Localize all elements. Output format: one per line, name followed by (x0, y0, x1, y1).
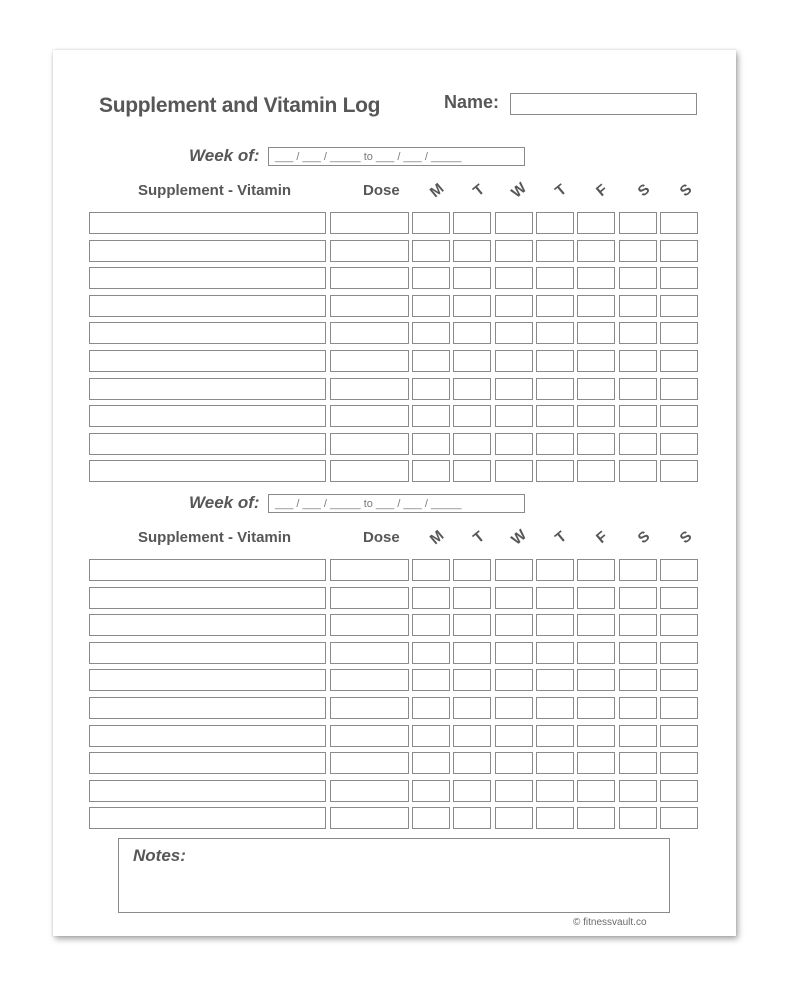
day-check-cell[interactable] (412, 697, 450, 719)
day-check-cell[interactable] (536, 780, 574, 802)
week-of-label: Week of: (189, 146, 260, 165)
day-check-cell[interactable] (412, 433, 450, 455)
day-check-cell[interactable] (577, 780, 615, 802)
supplement-cell[interactable] (89, 780, 326, 802)
dose-cell[interactable] (330, 807, 409, 829)
dose-cell[interactable] (330, 295, 409, 317)
day-check-cell[interactable] (619, 240, 657, 262)
notes-box[interactable] (118, 838, 670, 913)
supplement-cell[interactable] (89, 559, 326, 581)
day-header-1: M (426, 526, 448, 549)
day-check-cell[interactable] (495, 405, 533, 427)
day-check-cell[interactable] (453, 725, 491, 747)
day-check-cell[interactable] (577, 752, 615, 774)
day-check-cell[interactable] (660, 669, 698, 691)
day-check-cell[interactable] (536, 295, 574, 317)
day-check-cell[interactable] (536, 559, 574, 581)
day-check-cell[interactable] (660, 378, 698, 400)
day-check-cell[interactable] (619, 669, 657, 691)
day-check-cell[interactable] (495, 559, 533, 581)
day-check-cell[interactable] (536, 378, 574, 400)
day-check-cell[interactable] (453, 614, 491, 636)
notes-label: Notes: (133, 846, 186, 865)
dose-cell[interactable] (330, 697, 409, 719)
day-check-cell[interactable] (536, 587, 574, 609)
day-check-cell[interactable] (412, 559, 450, 581)
dose-cell[interactable] (330, 669, 409, 691)
week-of-field[interactable]: ___ / ___ / _____ to ___ / ___ / _____ (268, 147, 525, 166)
supplement-column-header: Supplement - Vitamin (138, 182, 292, 199)
day-check-cell[interactable] (453, 267, 491, 289)
supplement-cell[interactable] (89, 725, 326, 747)
day-check-cell[interactable] (412, 212, 450, 234)
day-check-cell[interactable] (412, 587, 450, 609)
supplement-cell[interactable] (89, 433, 326, 455)
day-check-cell[interactable] (453, 559, 491, 581)
day-check-cell[interactable] (536, 614, 574, 636)
day-check-cell[interactable] (495, 240, 533, 262)
day-header-7: S (676, 527, 696, 548)
day-check-cell[interactable] (412, 378, 450, 400)
dose-cell[interactable] (330, 642, 409, 664)
day-check-cell[interactable] (495, 587, 533, 609)
day-check-cell[interactable] (412, 725, 450, 747)
day-check-cell[interactable] (453, 642, 491, 664)
copyright-text: © fitnessvault.co (573, 917, 647, 928)
day-check-cell[interactable] (577, 295, 615, 317)
day-check-cell[interactable] (495, 780, 533, 802)
day-check-cell[interactable] (619, 780, 657, 802)
day-check-cell[interactable] (660, 295, 698, 317)
day-check-cell[interactable] (536, 240, 574, 262)
day-header-4: T (552, 181, 570, 200)
day-check-cell[interactable] (412, 780, 450, 802)
day-check-cell[interactable] (577, 642, 615, 664)
day-check-cell[interactable] (577, 807, 615, 829)
day-check-cell[interactable] (412, 240, 450, 262)
day-check-cell[interactable] (412, 267, 450, 289)
day-check-cell[interactable] (453, 322, 491, 344)
day-check-cell[interactable] (619, 752, 657, 774)
week-of-label: Week of: (189, 493, 260, 512)
day-check-cell[interactable] (536, 642, 574, 664)
dose-cell[interactable] (330, 378, 409, 400)
supplement-cell[interactable] (89, 267, 326, 289)
day-check-cell[interactable] (577, 378, 615, 400)
day-check-cell[interactable] (660, 642, 698, 664)
day-check-cell[interactable] (495, 614, 533, 636)
page-title: Supplement and Vitamin Log (99, 94, 381, 117)
dose-column-header: Dose (363, 182, 400, 199)
day-check-cell[interactable] (660, 322, 698, 344)
day-check-cell[interactable] (453, 295, 491, 317)
day-check-cell[interactable] (495, 460, 533, 482)
day-check-cell[interactable] (619, 322, 657, 344)
day-check-cell[interactable] (536, 669, 574, 691)
dose-cell[interactable] (330, 350, 409, 372)
day-header-5: F (593, 528, 611, 547)
day-header-3: W (508, 526, 530, 549)
supplement-cell[interactable] (89, 378, 326, 400)
day-check-cell[interactable] (660, 614, 698, 636)
day-check-cell[interactable] (495, 322, 533, 344)
dose-cell[interactable] (330, 725, 409, 747)
dose-column-header: Dose (363, 529, 400, 546)
day-check-cell[interactable] (412, 322, 450, 344)
day-check-cell[interactable] (453, 405, 491, 427)
day-check-cell[interactable] (577, 587, 615, 609)
day-check-cell[interactable] (412, 460, 450, 482)
day-check-cell[interactable] (619, 697, 657, 719)
day-check-cell[interactable] (453, 752, 491, 774)
day-check-cell[interactable] (660, 559, 698, 581)
day-header-1: M (426, 179, 448, 202)
day-check-cell[interactable] (412, 295, 450, 317)
day-check-cell[interactable] (619, 378, 657, 400)
day-check-cell[interactable] (453, 460, 491, 482)
supplement-column-header: Supplement - Vitamin (138, 529, 292, 546)
day-header-2: T (470, 528, 488, 547)
day-check-cell[interactable] (577, 697, 615, 719)
day-check-cell[interactable] (453, 697, 491, 719)
supplement-cell[interactable] (89, 322, 326, 344)
day-check-cell[interactable] (660, 433, 698, 455)
day-check-cell[interactable] (577, 322, 615, 344)
day-check-cell[interactable] (536, 405, 574, 427)
name-field[interactable] (510, 93, 697, 115)
supplement-cell[interactable] (89, 405, 326, 427)
day-check-cell[interactable] (536, 697, 574, 719)
day-check-cell[interactable] (536, 807, 574, 829)
day-check-cell[interactable] (536, 322, 574, 344)
day-check-cell[interactable] (660, 350, 698, 372)
day-check-cell[interactable] (619, 807, 657, 829)
day-check-cell[interactable] (577, 460, 615, 482)
log-sheet (53, 50, 736, 936)
day-header-5: F (593, 181, 611, 200)
supplement-cell[interactable] (89, 212, 326, 234)
day-check-cell[interactable] (536, 460, 574, 482)
day-check-cell[interactable] (660, 697, 698, 719)
day-check-cell[interactable] (619, 559, 657, 581)
day-check-cell[interactable] (495, 267, 533, 289)
day-check-cell[interactable] (660, 587, 698, 609)
day-check-cell[interactable] (412, 669, 450, 691)
day-check-cell[interactable] (619, 725, 657, 747)
dose-cell[interactable] (330, 752, 409, 774)
day-check-cell[interactable] (412, 405, 450, 427)
dose-cell[interactable] (330, 240, 409, 262)
dose-cell[interactable] (330, 322, 409, 344)
day-check-cell[interactable] (660, 752, 698, 774)
supplement-cell[interactable] (89, 697, 326, 719)
day-check-cell[interactable] (453, 807, 491, 829)
day-check-cell[interactable] (453, 350, 491, 372)
supplement-cell[interactable] (89, 614, 326, 636)
day-check-cell[interactable] (495, 350, 533, 372)
day-check-cell[interactable] (495, 295, 533, 317)
day-check-cell[interactable] (495, 697, 533, 719)
day-check-cell[interactable] (453, 212, 491, 234)
day-check-cell[interactable] (453, 587, 491, 609)
day-check-cell[interactable] (577, 614, 615, 636)
day-check-cell[interactable] (619, 433, 657, 455)
supplement-cell[interactable] (89, 642, 326, 664)
day-check-cell[interactable] (660, 460, 698, 482)
day-check-cell[interactable] (660, 240, 698, 262)
day-check-cell[interactable] (495, 433, 533, 455)
day-check-cell[interactable] (577, 559, 615, 581)
day-check-cell[interactable] (619, 614, 657, 636)
day-header-3: W (508, 179, 530, 202)
dose-cell[interactable] (330, 587, 409, 609)
day-header-7: S (676, 180, 696, 201)
day-check-cell[interactable] (495, 669, 533, 691)
day-check-cell[interactable] (619, 405, 657, 427)
day-check-cell[interactable] (660, 807, 698, 829)
day-check-cell[interactable] (536, 267, 574, 289)
day-check-cell[interactable] (536, 350, 574, 372)
day-check-cell[interactable] (577, 240, 615, 262)
day-check-cell[interactable] (577, 725, 615, 747)
day-check-cell[interactable] (577, 405, 615, 427)
day-check-cell[interactable] (453, 780, 491, 802)
day-check-cell[interactable] (412, 614, 450, 636)
name-label: Name: (444, 92, 500, 112)
supplement-cell[interactable] (89, 350, 326, 372)
day-check-cell[interactable] (577, 267, 615, 289)
day-check-cell[interactable] (495, 642, 533, 664)
day-check-cell[interactable] (660, 212, 698, 234)
day-check-cell[interactable] (495, 725, 533, 747)
day-check-cell[interactable] (536, 433, 574, 455)
day-check-cell[interactable] (619, 267, 657, 289)
dose-cell[interactable] (330, 460, 409, 482)
supplement-cell[interactable] (89, 807, 326, 829)
day-check-cell[interactable] (536, 725, 574, 747)
day-check-cell[interactable] (577, 212, 615, 234)
supplement-cell[interactable] (89, 752, 326, 774)
dose-cell[interactable] (330, 405, 409, 427)
day-check-cell[interactable] (495, 752, 533, 774)
day-check-cell[interactable] (619, 212, 657, 234)
day-check-cell[interactable] (453, 669, 491, 691)
day-header-2: T (470, 181, 488, 200)
supplement-cell[interactable] (89, 295, 326, 317)
day-check-cell[interactable] (577, 350, 615, 372)
day-check-cell[interactable] (536, 752, 574, 774)
day-check-cell[interactable] (577, 669, 615, 691)
day-check-cell[interactable] (619, 350, 657, 372)
day-check-cell[interactable] (453, 433, 491, 455)
day-check-cell[interactable] (412, 642, 450, 664)
day-header-4: T (552, 528, 570, 547)
day-check-cell[interactable] (660, 780, 698, 802)
day-check-cell[interactable] (412, 807, 450, 829)
dose-cell[interactable] (330, 614, 409, 636)
day-check-cell[interactable] (660, 405, 698, 427)
day-check-cell[interactable] (495, 378, 533, 400)
day-check-cell[interactable] (619, 460, 657, 482)
day-check-cell[interactable] (412, 350, 450, 372)
day-check-cell[interactable] (453, 378, 491, 400)
week-of-field[interactable]: ___ / ___ / _____ to ___ / ___ / _____ (268, 494, 525, 513)
day-check-cell[interactable] (495, 807, 533, 829)
dose-cell[interactable] (330, 212, 409, 234)
dose-cell[interactable] (330, 433, 409, 455)
day-check-cell[interactable] (536, 212, 574, 234)
day-check-cell[interactable] (495, 212, 533, 234)
supplement-cell[interactable] (89, 587, 326, 609)
day-header-6: S (634, 527, 654, 548)
day-check-cell[interactable] (412, 752, 450, 774)
day-check-cell[interactable] (619, 642, 657, 664)
supplement-cell[interactable] (89, 669, 326, 691)
day-check-cell[interactable] (619, 295, 657, 317)
supplement-cell[interactable] (89, 460, 326, 482)
day-check-cell[interactable] (577, 433, 615, 455)
day-check-cell[interactable] (619, 587, 657, 609)
dose-cell[interactable] (330, 780, 409, 802)
day-check-cell[interactable] (660, 267, 698, 289)
day-check-cell[interactable] (453, 240, 491, 262)
dose-cell[interactable] (330, 559, 409, 581)
supplement-cell[interactable] (89, 240, 326, 262)
day-header-6: S (634, 180, 654, 201)
day-check-cell[interactable] (660, 725, 698, 747)
dose-cell[interactable] (330, 267, 409, 289)
